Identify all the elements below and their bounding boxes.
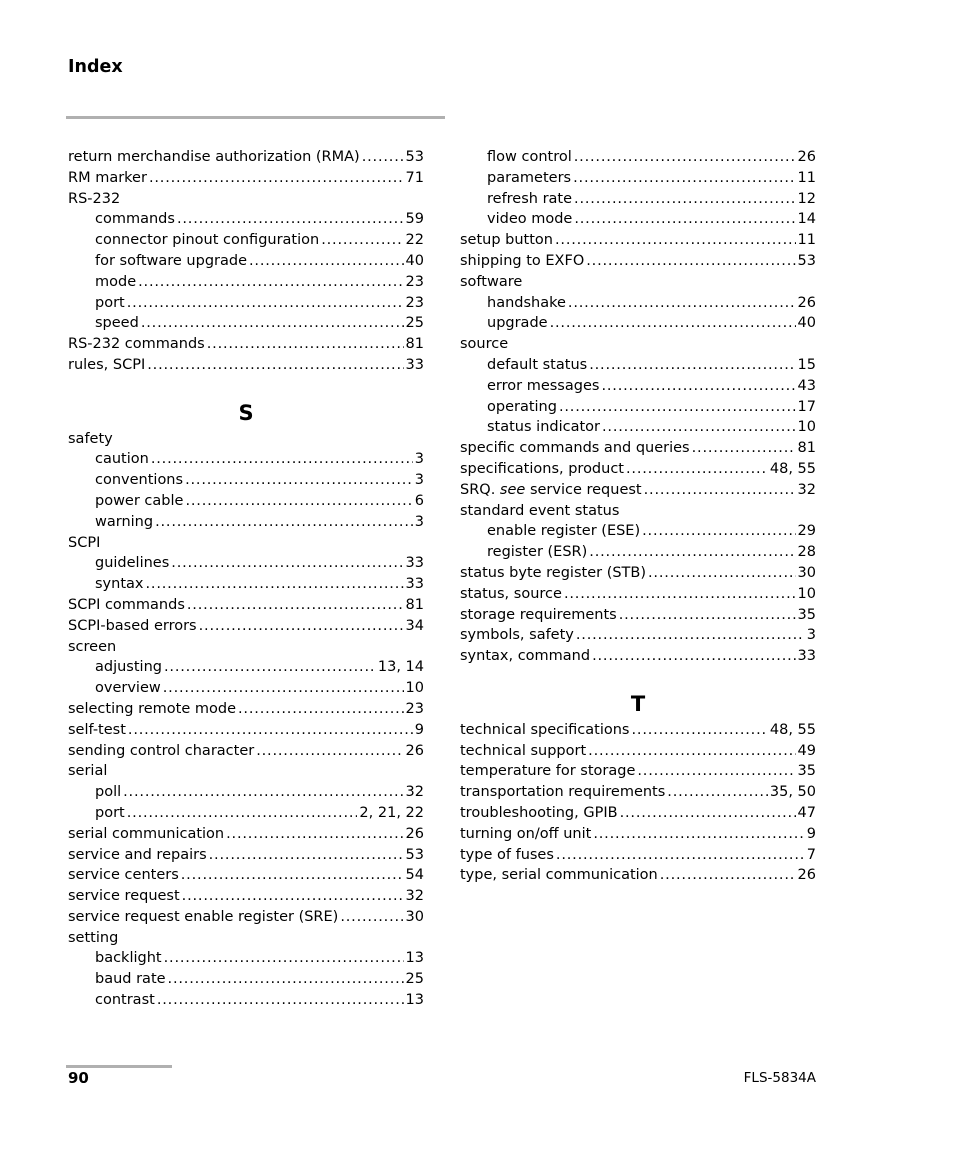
index-pages: 26 (405, 825, 424, 842)
dot-leader (321, 230, 403, 251)
index-pages: 11 (797, 232, 816, 249)
index-entry (68, 865, 424, 886)
index-column-left (68, 147, 424, 1011)
index-pages: 9 (414, 721, 424, 738)
dot-leader (185, 470, 413, 491)
index-term: connector pinout configuration (95, 232, 320, 249)
index-subentry (68, 969, 424, 990)
dot-leader (648, 563, 796, 584)
index-subentry (68, 272, 424, 293)
dot-leader (589, 355, 795, 376)
index-pages: 32 (797, 481, 816, 498)
index-entry (460, 563, 816, 584)
dot-leader (249, 251, 404, 272)
index-subentry (460, 521, 816, 542)
dot-leader (644, 480, 796, 501)
index-block (460, 147, 816, 667)
index-pages: 26 (797, 294, 816, 311)
index-subentry (68, 678, 424, 699)
index-subentry (460, 542, 816, 563)
index-pages: 13 (405, 992, 424, 1009)
index-pages: 30 (405, 908, 424, 925)
index-pages: 25 (405, 315, 424, 332)
index-term: operating (487, 398, 557, 415)
dot-leader (660, 865, 796, 886)
dot-leader (199, 616, 404, 637)
section-letter-s: S (238, 400, 254, 425)
index-heading: software (460, 273, 523, 290)
index-term: video mode (487, 211, 573, 228)
index-entry (460, 803, 816, 824)
index-pages: 22 (405, 232, 424, 249)
index-pages: 35, 50 (769, 784, 816, 801)
index-entry (460, 625, 816, 646)
index-term: port (95, 294, 125, 311)
dot-leader (556, 845, 805, 866)
dot-leader (207, 334, 404, 355)
dot-leader (185, 491, 412, 512)
index-entry (460, 438, 816, 459)
index-pages: 32 (405, 888, 424, 905)
index-subentry (68, 313, 424, 334)
index-term: baud rate (95, 971, 166, 988)
index-term: status byte register (STB) (460, 564, 647, 581)
dot-leader (123, 782, 403, 803)
index-term: temperature for storage (460, 763, 636, 780)
index-term: specific commands and queries (460, 440, 690, 457)
dot-leader (631, 720, 767, 741)
index-entry (68, 824, 424, 845)
index-term-target: service request (529, 481, 642, 498)
index-term: flow control (487, 149, 572, 165)
index-term: setup button (460, 232, 553, 249)
index-term: default status (487, 356, 588, 373)
index-term: power cable (95, 492, 184, 509)
dot-leader (576, 625, 805, 646)
index-term: technical specifications (460, 721, 630, 738)
index-pages: 25 (405, 971, 424, 988)
index-term: register (ESR) (487, 544, 588, 561)
index-subentry (68, 512, 424, 533)
index-entry (460, 251, 816, 272)
index-pages: 26 (797, 867, 816, 884)
dot-leader (586, 251, 795, 272)
index-subentry (460, 355, 816, 376)
index-subentry (460, 293, 816, 314)
index-pages: 23 (405, 700, 424, 717)
index-subentry (68, 990, 424, 1011)
index-pages: 10 (405, 680, 424, 697)
index-heading: setting (68, 929, 119, 946)
index-entry (460, 761, 816, 782)
index-term: error messages (487, 377, 600, 394)
page-number: 90 (68, 1069, 89, 1087)
dot-leader (238, 699, 404, 720)
index-term: RM marker (68, 169, 147, 186)
index-block (460, 720, 816, 886)
index-term: service centers (68, 867, 179, 884)
index-subentry (460, 147, 816, 168)
index-subentry (68, 574, 424, 595)
dot-leader (574, 147, 796, 168)
index-pages: 33 (405, 555, 424, 572)
index-block (68, 429, 424, 1011)
index-entry (68, 845, 424, 866)
index-pages: 28 (797, 544, 816, 561)
index-term: syntax (95, 576, 144, 593)
dot-leader (362, 147, 404, 168)
index-entry (460, 459, 816, 480)
index-subentry (68, 803, 424, 824)
dot-leader (589, 542, 795, 563)
index-heading: serial (68, 763, 108, 780)
index-term: handshake (487, 294, 566, 311)
dot-leader (568, 293, 796, 314)
footer-rule (66, 1065, 172, 1068)
index-entry (68, 147, 424, 168)
spacer (460, 667, 816, 688)
index-term: port (95, 804, 125, 821)
index-pages: 3 (414, 513, 424, 530)
index-entry (68, 168, 424, 189)
index-pages: 14 (797, 211, 816, 228)
index-column-right (460, 147, 816, 886)
index-entry (460, 845, 816, 866)
dot-leader (620, 803, 796, 824)
dot-leader (340, 907, 403, 928)
spacer (68, 376, 424, 397)
index-heading: screen (68, 638, 117, 655)
dot-leader (588, 741, 795, 762)
index-term: RS-232 commands (68, 336, 205, 353)
index-subentry (68, 491, 424, 512)
index-pages: 23 (405, 294, 424, 311)
index-entry (68, 699, 424, 720)
index-heading: source (460, 336, 509, 353)
index-subentry (460, 209, 816, 230)
dot-leader (187, 595, 404, 616)
dot-leader (574, 209, 795, 230)
index-subentry (460, 376, 816, 397)
dot-leader (256, 741, 403, 762)
index-pages: 17 (797, 398, 816, 415)
index-pages: 30 (797, 564, 816, 581)
dot-leader (559, 397, 796, 418)
index-pages: 29 (797, 523, 816, 540)
index-term: refresh rate (487, 190, 573, 207)
index-term: SCPI commands (68, 596, 185, 613)
index-pages: 33 (405, 356, 424, 373)
index-term: status, source (460, 585, 562, 602)
index-pages: 13 (405, 950, 424, 967)
index-term: selecting remote mode (68, 700, 237, 717)
index-term: service request enable register (SRE) (68, 908, 339, 925)
index-term: symbols, safety (460, 627, 574, 644)
index-pages: 81 (405, 336, 424, 353)
index-term: warning (95, 513, 154, 530)
index-entry (460, 605, 816, 626)
index-entry (460, 824, 816, 845)
index-entry (68, 907, 424, 928)
index-pages: 26 (405, 742, 424, 759)
index-term: poll (95, 784, 122, 801)
dot-leader (164, 657, 376, 678)
index-pages: 32 (405, 784, 424, 801)
dot-leader (155, 512, 413, 533)
dot-leader (149, 168, 404, 189)
dot-leader (157, 990, 404, 1011)
index-term: service and repairs (68, 846, 207, 863)
index-pages: 3 (414, 451, 424, 468)
index-term: upgrade (487, 315, 548, 332)
index-pages: 59 (405, 211, 424, 228)
index-term: parameters (487, 169, 572, 186)
index-entry (460, 782, 816, 803)
index-subentry (68, 782, 424, 803)
index-term: caution (95, 451, 149, 468)
dot-leader (177, 209, 404, 230)
dot-leader (147, 355, 403, 376)
index-term: enable register (ESE) (487, 523, 641, 540)
index-term: mode (95, 273, 137, 290)
index-subentry (68, 230, 424, 251)
index-term: self-test (68, 721, 126, 738)
index-pages: 9 (806, 825, 816, 842)
index-term: backlight (95, 950, 162, 967)
index-pages: 81 (797, 440, 816, 457)
index-subentry (68, 553, 424, 574)
index-pages: 48, 55 (769, 460, 816, 477)
index-subentry (460, 313, 816, 334)
index-pages: 10 (797, 419, 816, 436)
index-entry (460, 480, 816, 501)
index-entry (68, 741, 424, 762)
dot-leader (601, 376, 795, 397)
index-pages: 53 (405, 846, 424, 863)
index-pages: 13, 14 (377, 659, 424, 676)
dot-leader (626, 459, 768, 480)
index-entry (460, 646, 816, 667)
index-pages: 48, 55 (769, 721, 816, 738)
index-entry (460, 720, 816, 741)
index-term: SCPI-based errors (68, 617, 197, 634)
dot-leader (692, 438, 796, 459)
index-term: type, serial communication (460, 867, 658, 884)
index-term: type of fuses (460, 846, 554, 863)
index-term: transportation requirements (460, 784, 666, 801)
index-subentry (68, 948, 424, 969)
dot-leader (164, 948, 404, 969)
index-entry (460, 584, 816, 605)
dot-leader (226, 824, 403, 845)
index-term: turning on/off unit (460, 825, 592, 842)
index-pages: 12 (797, 190, 816, 207)
dot-leader (555, 230, 796, 251)
index-entry (68, 595, 424, 616)
dot-leader (602, 417, 796, 438)
index-pages: 40 (405, 252, 424, 269)
index-pages: 6 (414, 492, 424, 509)
index-pages: 2, 21, 22 (359, 804, 424, 821)
index-term: contrast (95, 992, 155, 1009)
index-pages: 11 (797, 169, 816, 186)
dot-leader (637, 761, 795, 782)
index-pages: 40 (797, 315, 816, 332)
dot-leader (642, 521, 795, 542)
dot-leader (573, 168, 795, 189)
index-term: specifications, product (460, 460, 624, 477)
index-entry (460, 741, 816, 762)
index-term: for software upgrade (95, 252, 247, 269)
index-pages: 71 (405, 169, 424, 186)
document-code: FLS-5834A (743, 1070, 816, 1086)
index-pages: 53 (405, 149, 424, 165)
index-pages: 7 (806, 846, 816, 863)
dot-leader (141, 313, 404, 334)
index-heading: standard event status (460, 502, 620, 519)
index-term: troubleshooting, GPIB (460, 804, 618, 821)
index-pages: 35 (797, 606, 816, 623)
index-term: shipping to EXFO (460, 252, 585, 269)
index-term: commands (95, 211, 175, 228)
index-term: adjusting (95, 659, 162, 676)
dot-leader (574, 189, 796, 210)
dot-leader (168, 969, 404, 990)
index-term: rules, SCPI (68, 356, 146, 373)
index-subentry (68, 449, 424, 470)
index-term (460, 480, 642, 501)
index-pages: 23 (405, 273, 424, 290)
index-entry (68, 334, 424, 355)
dot-leader (592, 646, 795, 667)
index-subentry (68, 657, 424, 678)
index-entry (68, 720, 424, 741)
index-subentry (460, 189, 816, 210)
dot-leader (209, 845, 404, 866)
index-heading: SCPI (68, 534, 101, 551)
index-term: sending control character (68, 742, 255, 759)
dot-leader (550, 313, 796, 334)
dot-leader (667, 782, 768, 803)
index-heading: RS-232 (68, 190, 121, 207)
index-subentry (460, 397, 816, 418)
index-pages: 3 (414, 472, 424, 489)
index-subentry (68, 470, 424, 491)
index-subentry (68, 209, 424, 230)
index-term: service request (68, 888, 180, 905)
index-term-main: SRQ. (460, 481, 496, 498)
index-term: speed (95, 315, 139, 332)
index-subentry (68, 293, 424, 314)
index-term: syntax, command (460, 648, 591, 665)
dot-leader (619, 605, 796, 626)
dot-leader (138, 272, 403, 293)
dot-leader (163, 678, 404, 699)
index-term: guidelines (95, 555, 170, 572)
index-pages: 53 (797, 252, 816, 269)
index-heading: safety (68, 430, 113, 447)
index-pages: 54 (405, 867, 424, 884)
dot-leader (181, 865, 404, 886)
index-subentry (68, 251, 424, 272)
dot-leader (564, 584, 796, 605)
index-subentry (460, 417, 816, 438)
index-pages: 33 (797, 648, 816, 665)
index-pages: 81 (405, 596, 424, 613)
index-term: status indicator (487, 419, 600, 436)
page-header-title: Index (68, 57, 123, 77)
see-reference: see (499, 481, 526, 498)
dot-leader (127, 803, 358, 824)
index-block (68, 147, 424, 376)
index-term: serial communication (68, 825, 225, 842)
index-pages: 10 (797, 585, 816, 602)
dot-leader (127, 293, 404, 314)
index-pages: 35 (797, 763, 816, 780)
dot-leader (145, 574, 403, 595)
section-letter-t: T (630, 691, 646, 716)
index-term: storage requirements (460, 606, 617, 623)
index-entry (68, 616, 424, 637)
dot-leader (171, 553, 403, 574)
dot-leader (182, 886, 404, 907)
index-pages: 47 (797, 804, 816, 821)
dot-leader (128, 720, 413, 741)
header-rule (66, 116, 445, 119)
index-subentry (460, 168, 816, 189)
index-entry (68, 355, 424, 376)
index-term: return merchandise authorization (RMA) (68, 149, 360, 165)
index-term: conventions (95, 472, 184, 489)
index-pages: 26 (797, 149, 816, 165)
index-pages: 49 (797, 742, 816, 759)
index-pages: 15 (797, 356, 816, 373)
index-entry (460, 230, 816, 251)
index-pages: 34 (405, 617, 424, 634)
index-entry (460, 865, 816, 886)
index-pages: 33 (405, 576, 424, 593)
index-pages: 3 (806, 627, 816, 644)
index-term: overview (95, 680, 161, 697)
index-term: technical support (460, 742, 587, 759)
index-entry (68, 886, 424, 907)
index-pages: 43 (797, 377, 816, 394)
dot-leader (151, 449, 413, 470)
dot-leader (593, 824, 804, 845)
